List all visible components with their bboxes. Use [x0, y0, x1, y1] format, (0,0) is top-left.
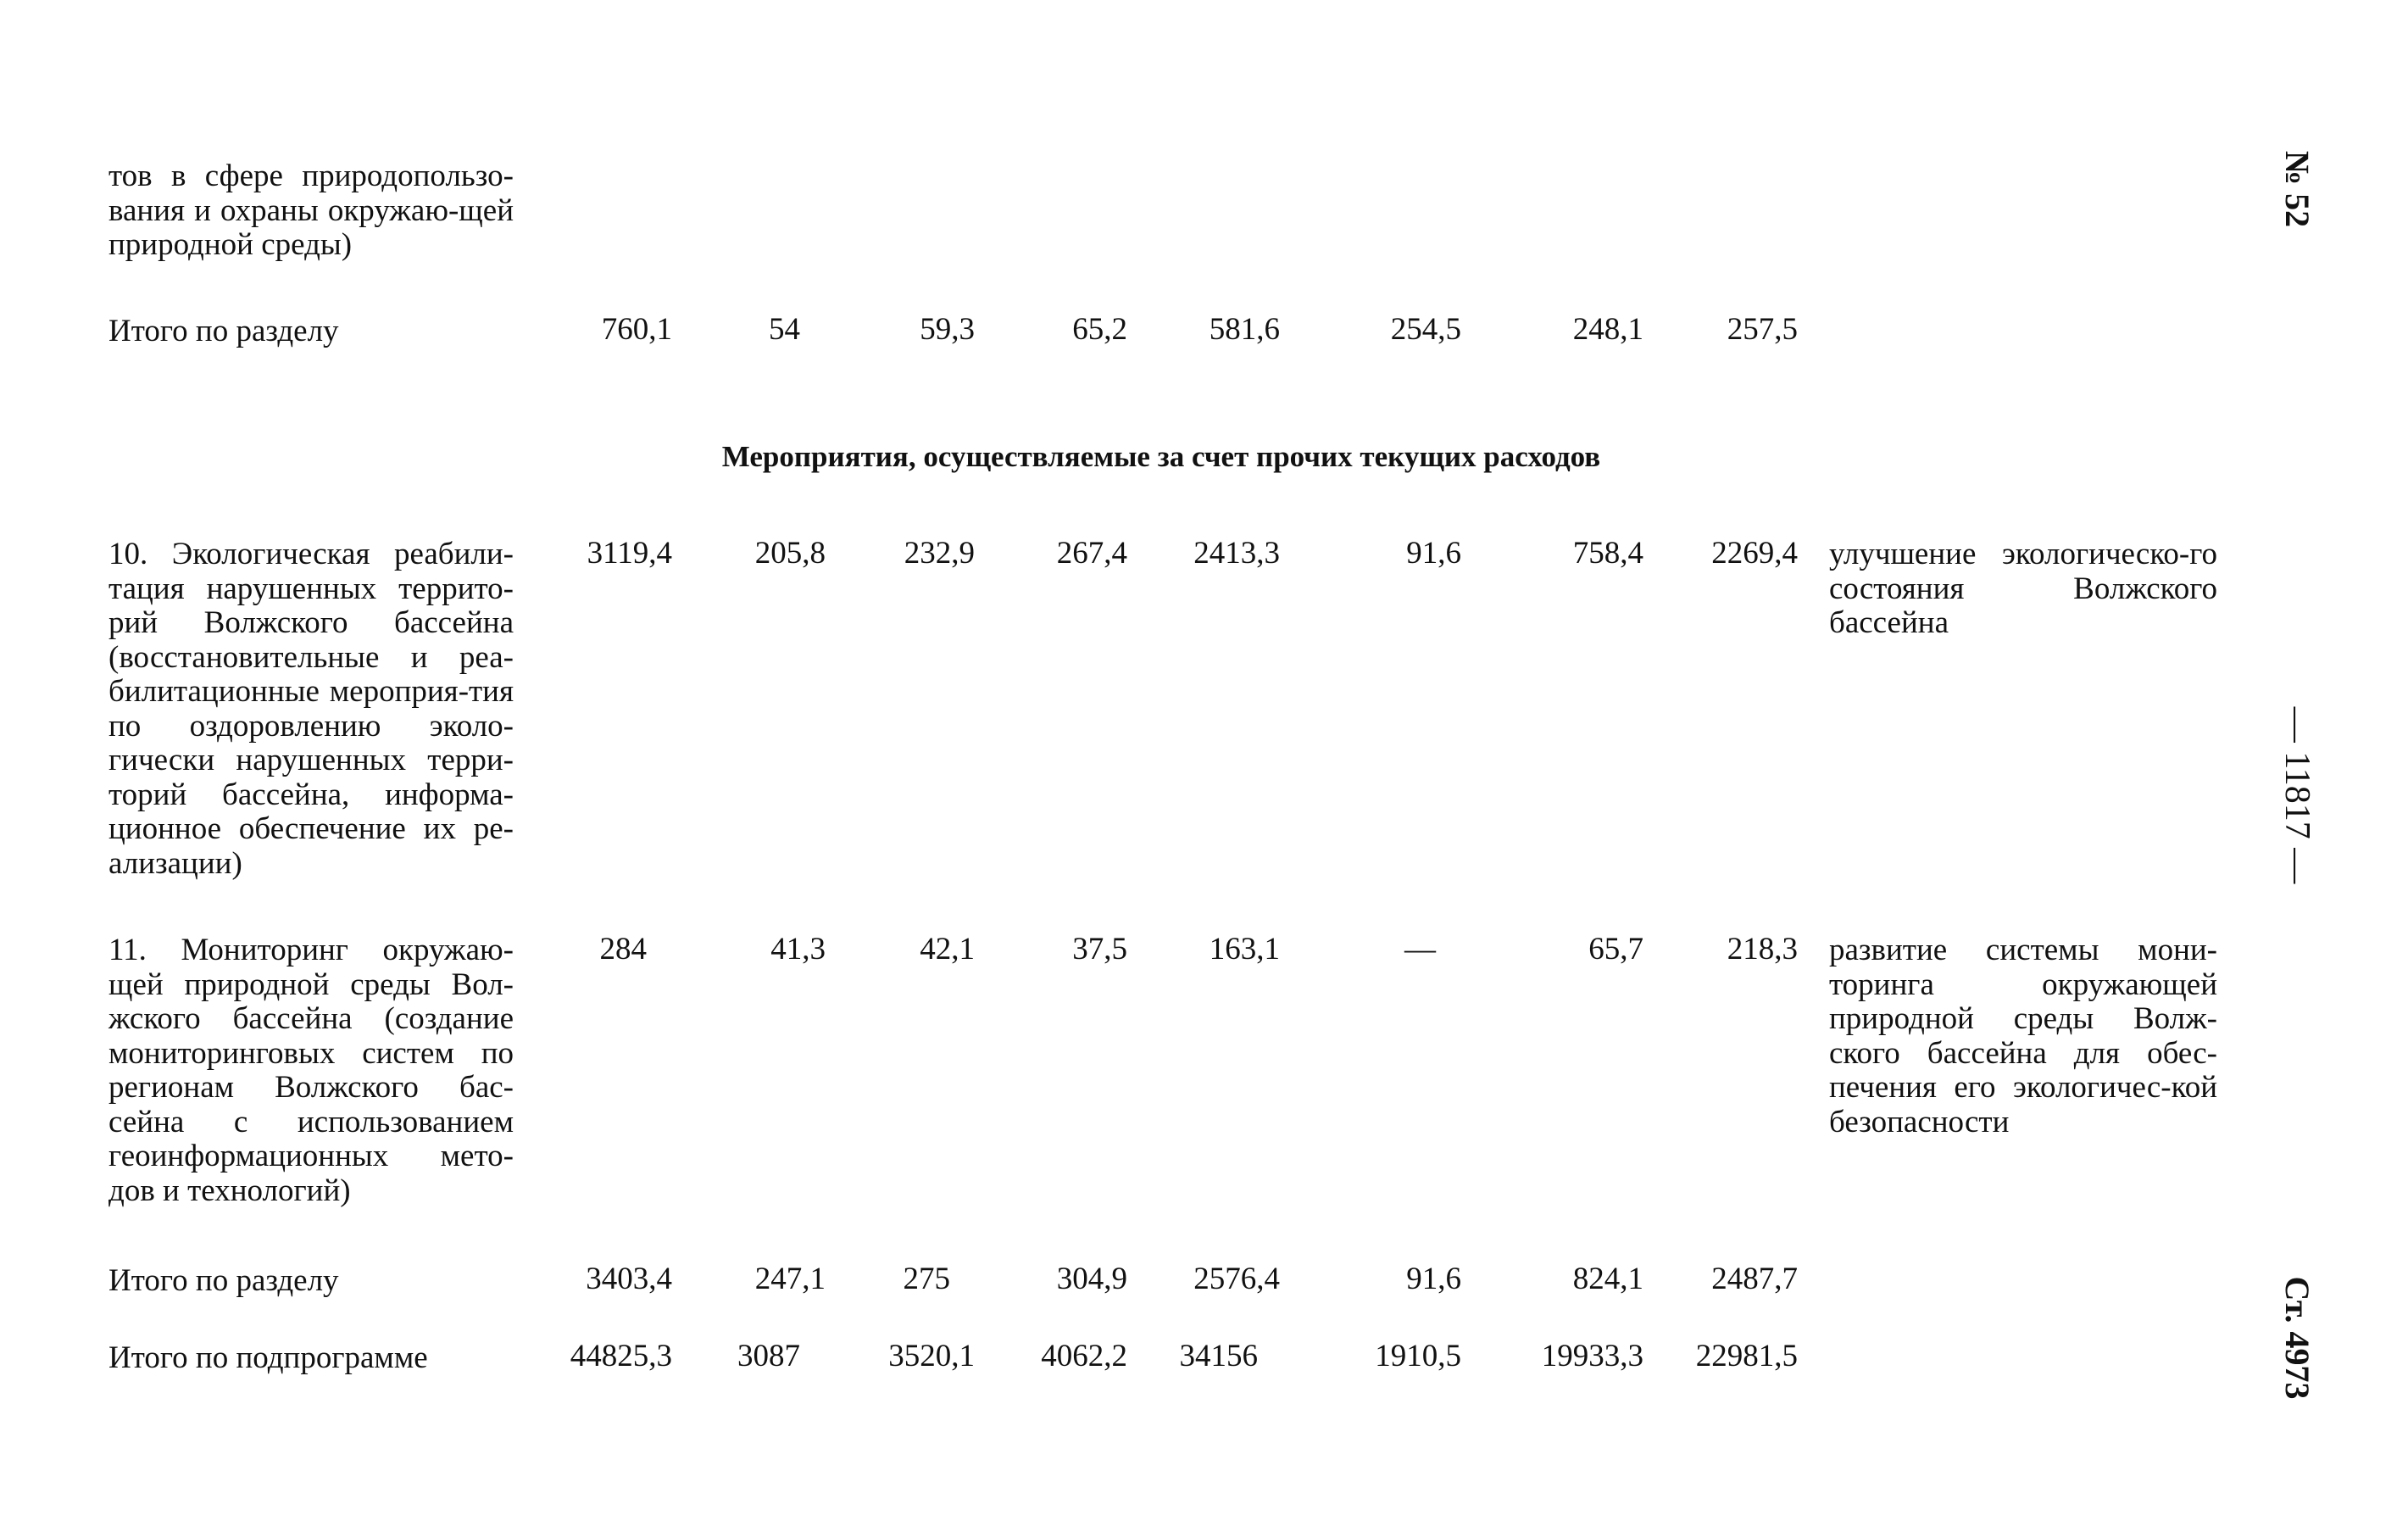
intro-fragment: тов в сфере природопользо-вания и охраны окружаю-щей природной среды) [108, 159, 514, 262]
page-number: — 11817 — [2277, 706, 2316, 884]
row-1-value-2: 54 [769, 312, 800, 347]
row-1-value-4: 65,2 [1072, 312, 1127, 347]
row-1-value-5: 581,6 [1209, 312, 1280, 347]
row-2-value-8: 2269,4 [1711, 536, 1798, 571]
row-3-value-5: 163,1 [1209, 932, 1280, 967]
row-4-value-4: 304,9 [1056, 1262, 1127, 1296]
row-5-value-2: 3087 [737, 1339, 800, 1373]
row-2-value-5: 2413,3 [1193, 536, 1280, 571]
row-label-subprogram-total: Итого по подпрограмме [108, 1340, 428, 1375]
section-heading: Мероприятия, осуществляемые за счет прочих текущих расходов [721, 440, 1601, 473]
row-3-value-2: 41,3 [770, 932, 826, 967]
row-label-item-10: 10. Экологическая реабили-тация нарушенных террито-рий Волжского бассейна (восстановительные и реа-билитационные мероприя-тия по оздоровлению эколо-гически нарушенных терри-торий бассейна, информа-ционное обеспечение их ре-ализации) [108, 537, 514, 881]
row-1-value-6: 254,5 [1390, 312, 1461, 347]
row-label-item-11: 11. Мониторинг окружаю-щей природной среды Вол-жского бассейна (создание мониторинговых систем по регионам Волжского бас-сейна с использованием геоинформационных мето-дов и технологий) [108, 933, 514, 1208]
row-4-value-2: 247,1 [754, 1262, 826, 1296]
row-4-value-8: 2487,7 [1711, 1262, 1798, 1296]
row-5-value-6: 1910,5 [1375, 1339, 1461, 1373]
row-2-value-7: 758,4 [1572, 536, 1643, 571]
row-label-section-total-2: Итого по разделу [108, 1263, 339, 1298]
row-5-value-4: 4062,2 [1041, 1339, 1127, 1373]
row-3-value-total: 284 [599, 932, 647, 967]
row-3-value-8: 218,3 [1727, 932, 1798, 967]
row-2-value-2: 205,8 [754, 536, 826, 571]
row-3-value-6: — [1404, 932, 1436, 967]
row-3-value-3: 42,1 [920, 932, 975, 967]
row-1-value-total: 760,1 [601, 312, 672, 347]
row-4-value-total: 3403,4 [586, 1262, 672, 1296]
row-3-value-7: 65,7 [1588, 932, 1643, 967]
expected-result-item-11: развитие системы мони-торинга окружающей природной среды Волж-ского бассейна для обес-печения его экологичес-кой безопасности [1829, 933, 2217, 1139]
row-2-value-4: 267,4 [1056, 536, 1127, 571]
article-number: Ст. 4973 [2278, 1276, 2316, 1400]
row-5-value-3: 3520,1 [888, 1339, 975, 1373]
row-label-section-total-1: Итого по разделу [108, 314, 339, 348]
row-4-value-6: 91,6 [1406, 1262, 1461, 1296]
row-4-value-7: 824,1 [1572, 1262, 1643, 1296]
row-1-value-7: 248,1 [1572, 312, 1643, 347]
row-2-value-total: 3119,4 [587, 536, 672, 571]
row-5-value-5: 34156 [1179, 1339, 1258, 1373]
row-1-value-3: 59,3 [920, 312, 975, 347]
row-5-value-8: 22981,5 [1695, 1339, 1798, 1373]
row-4-value-3: 275 [903, 1262, 950, 1296]
row-4-value-5: 2576,4 [1193, 1262, 1280, 1296]
row-3-value-4: 37,5 [1072, 932, 1127, 967]
row-1-value-8: 257,5 [1727, 312, 1798, 347]
row-5-value-7: 19933,3 [1541, 1339, 1643, 1373]
issue-number: № 52 [2278, 150, 2316, 228]
row-2-value-6: 91,6 [1406, 536, 1461, 571]
row-5-value-total: 44825,3 [570, 1339, 672, 1373]
row-2-value-3: 232,9 [904, 536, 975, 571]
expected-result-item-10: улучшение экологическо-го состояния Волжского бассейна [1829, 537, 2217, 640]
